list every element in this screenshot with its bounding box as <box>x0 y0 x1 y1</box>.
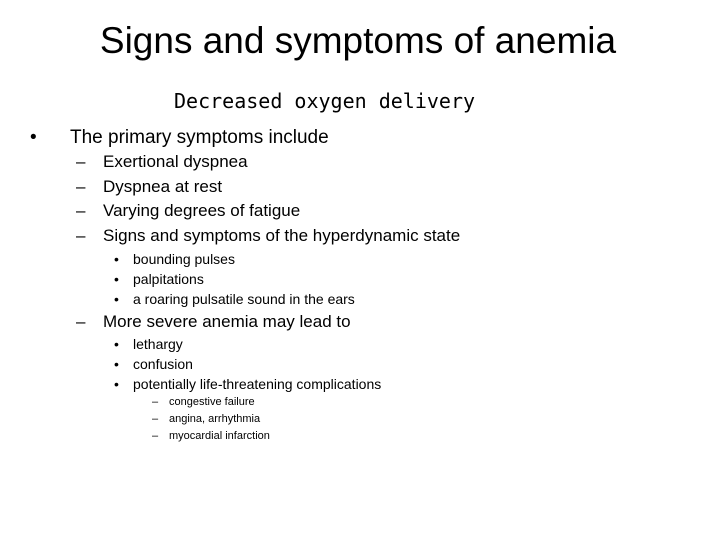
effect-item <box>114 374 434 394</box>
sign-item <box>114 269 414 289</box>
bullet-marker: • <box>114 291 119 307</box>
symptom-text: Exertional dyspnea <box>103 152 248 171</box>
sign-item <box>114 249 414 269</box>
slide-subtitle: Decreased oxygen delivery <box>174 89 476 113</box>
symptom-text: Dyspnea at rest <box>103 177 223 196</box>
dash-marker: – <box>152 430 159 442</box>
dash-marker: – <box>152 413 159 425</box>
bullet-marker: • <box>30 127 37 148</box>
complication-text: myocardial infarction <box>169 430 270 442</box>
effect-text: confusion <box>133 356 193 372</box>
main-bullet-text: The primary symptoms include <box>70 127 329 148</box>
symptom-text: Signs and symptoms of the hyperdynamic state <box>103 226 461 245</box>
bullet-marker: • <box>114 356 119 372</box>
sign-text: palpitations <box>133 271 204 287</box>
dash-marker: – <box>152 396 159 408</box>
symptom-item <box>76 150 376 174</box>
severe-heading-item <box>76 310 416 334</box>
complication-text: congestive failure <box>169 396 255 408</box>
dash-marker: – <box>76 177 86 196</box>
sign-item <box>114 289 414 309</box>
bullet-marker: • <box>114 376 119 392</box>
symptom-text: Varying degrees of fatigue <box>103 201 301 220</box>
sign-text: a roaring pulsatile sound in the ears <box>133 291 355 307</box>
main-bullet <box>30 126 390 150</box>
effect-text: lethargy <box>133 336 183 352</box>
dash-marker: – <box>76 152 86 171</box>
slide-title: Signs and symptoms of anemia <box>99 20 617 61</box>
symptom-item <box>76 199 376 223</box>
complication-item <box>152 411 352 428</box>
symptom-item <box>76 224 516 248</box>
effect-item <box>114 354 414 374</box>
sign-text: bounding pulses <box>133 251 235 267</box>
complication-item <box>152 428 352 445</box>
bullet-marker: • <box>114 251 119 267</box>
bullet-marker: • <box>114 271 119 287</box>
dash-marker: – <box>76 226 86 245</box>
effect-text: potentially life-threatening complications <box>133 376 382 392</box>
dash-marker: – <box>76 201 86 220</box>
symptom-item <box>76 175 376 199</box>
effect-item <box>114 334 414 354</box>
bullet-marker: • <box>114 336 119 352</box>
dash-marker: – <box>76 312 86 331</box>
complication-text: angina, arrhythmia <box>169 413 261 425</box>
severe-heading-text: More severe anemia may lead to <box>103 312 351 331</box>
complication-item <box>152 394 352 411</box>
